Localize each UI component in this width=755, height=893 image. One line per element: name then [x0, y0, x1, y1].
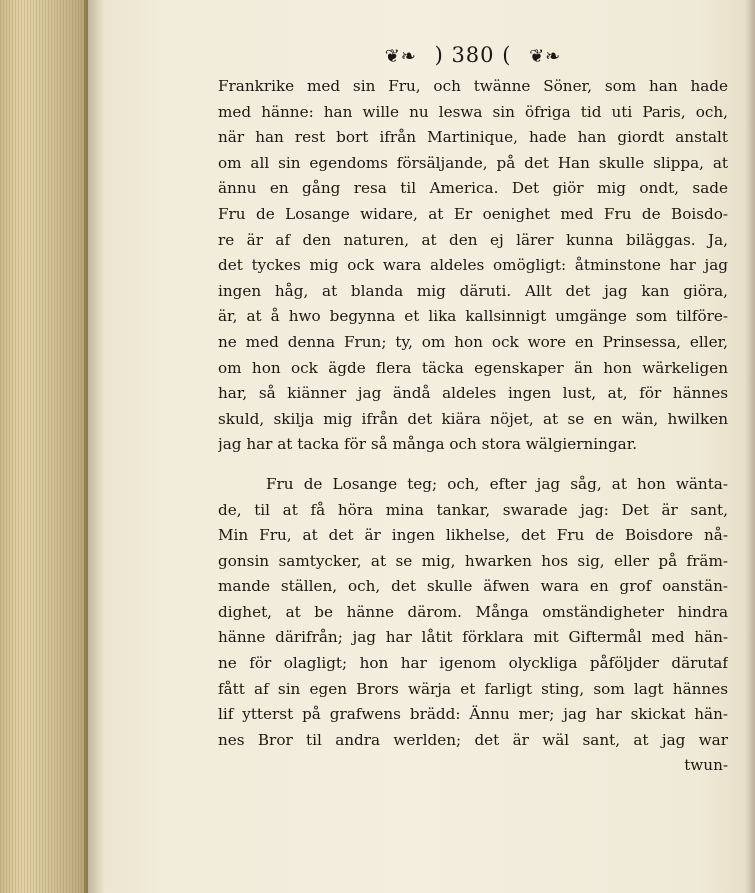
text-line: om all sin egendoms försäljande, på det Han skulle slippa, at: [218, 153, 728, 172]
text-line: ne med denna Frun; ty, om hon ock wore en Prinsessa, eller,: [218, 332, 728, 351]
paragraph-2: [218, 472, 728, 754]
text-line: om hon ock ägde flera täcka egenskaper än hon wärkeligen: [218, 358, 728, 377]
gutter-shadow: [84, 0, 104, 893]
ornament-right-icon: ❦❧: [529, 46, 562, 67]
text-line: det tyckes mig ock wara aldeles omögligt: åtminstone har jag: [218, 256, 728, 275]
text-line: lif ytterst på grafwens brädd: Ännu mer; jag har skickat hän-: [218, 705, 728, 724]
text-line: när han rest bort ifrån Martinique, hade han giordt anstalt: [218, 128, 728, 147]
text-line: Fru de Losange teg; och, efter jag såg, at hon wänta-: [266, 474, 728, 493]
text-line: jag har at tacka för så många och stora wälgierningar.: [218, 435, 638, 454]
paragraph-1: [218, 74, 728, 458]
text-line: dighet, at be hänne därom. Många omständigheter hindra: [218, 602, 728, 621]
text-line: med hänne: han wille nu leswa sin öfriga tid uti Paris, och,: [218, 102, 728, 121]
text-line: fått af sin egen Brors wärja et farligt sting, som lagt hännes: [218, 679, 728, 698]
text-line: mande ställen, och, det skulle äfwen wara en grof oanstän-: [218, 577, 728, 596]
ornament-left-icon: ❦❧: [384, 46, 417, 67]
book-page: [218, 40, 728, 779]
text-line: re är af den naturen, at den ej lärer kunna biläggas. Ja,: [218, 230, 728, 249]
text-line: har, så kiänner jag ändå aldeles ingen lust, at, för hännes: [218, 384, 728, 403]
text-line: Min Fru, at det är ingen likhelse, det Fru de Boisdore nå-: [218, 526, 728, 545]
text-line: ännu en gång resa til America. Det giör mig ondt, sade: [218, 179, 728, 198]
text-line: hänne därifrån; jag har låtit förklara mit Giftermål med hän-: [218, 628, 728, 647]
text-line: Frankrike med sin Fru, och twänne Söner, som han hade: [218, 77, 728, 95]
page-edges: [0, 0, 88, 893]
page-number: ) 380 (: [434, 43, 512, 67]
right-page-shadow: [745, 0, 755, 893]
text-line: nes Bror til andra werlden; det är wäl sant, at jag war: [218, 730, 728, 749]
paragraph-spacer: [218, 458, 728, 472]
text-line: gonsin samtycker, at se mig, hwarken hos sig, eller på främ-: [218, 551, 728, 570]
text-line: är, at å hwo begynna et lika kallsinnigt umgänge som tilföre-: [218, 307, 728, 326]
text-line: ingen håg, at blanda mig däruti. Allt det jag kan giöra,: [218, 281, 728, 300]
page-header: [218, 40, 728, 70]
text-line: de, til at få höra mina tankar, swarade jag: Det är sant,: [218, 500, 728, 519]
text-line: skuld, skilja mig ifrån det kiära nöjet, at se en wän, hwilken: [218, 409, 728, 428]
text-line: ne för olagligt; hon har igenom olyckliga påföljder därutaf: [218, 654, 728, 673]
text-line: Fru de Losange widare, at Er oenighet med Fru de Boisdo-: [218, 204, 728, 223]
catchword: twun-: [684, 756, 728, 775]
